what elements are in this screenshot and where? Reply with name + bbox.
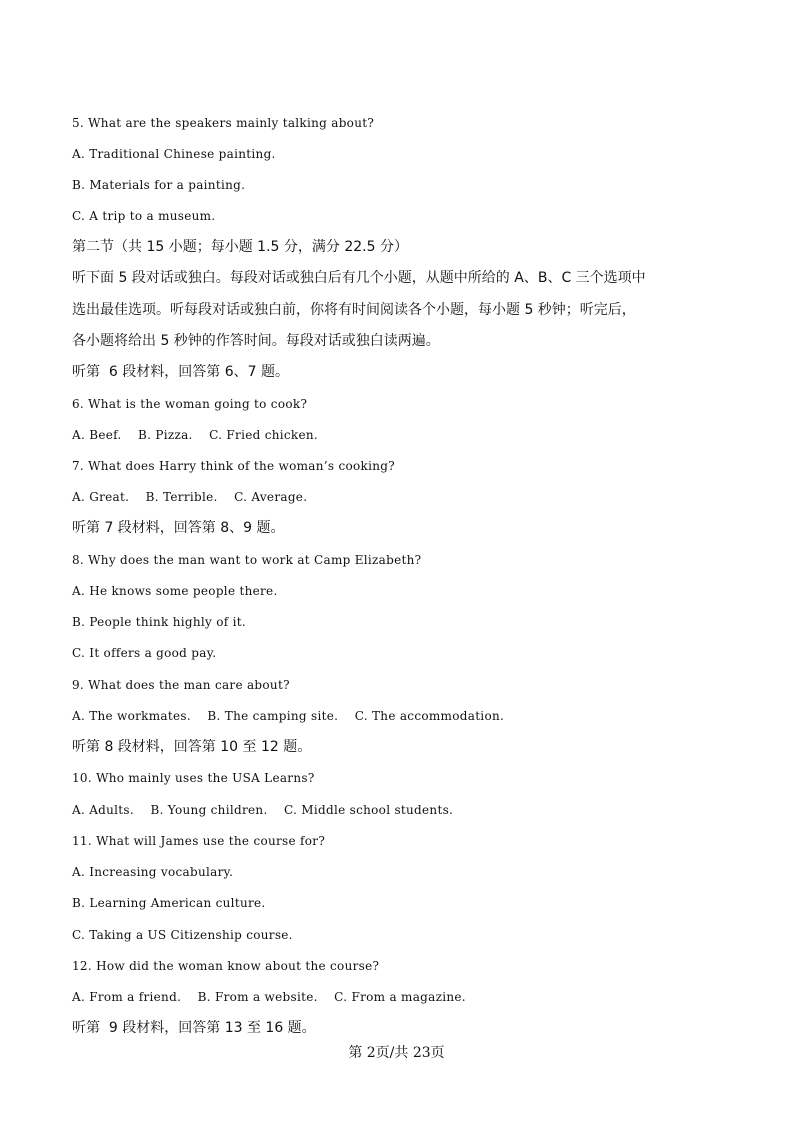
option-8b: B. People think highly of it. xyxy=(72,615,247,629)
option-5b: B. Materials for a painting. xyxy=(72,178,246,192)
option-5a: A. Traditional Chinese painting. xyxy=(72,147,276,161)
material-7-heading: 听第 7 段材料，回答第 8、9 题。 xyxy=(72,520,285,536)
question-12: 12. How did the woman know about the course? xyxy=(72,959,380,973)
options-12: A. From a friend. B. From a website. C. From a magazine. xyxy=(72,990,466,1004)
instructions-line-2: 选出最佳选项。听每段对话或独白前，你将有时间阅读各个小题，每小题 5 秒钟；听完后， xyxy=(72,302,636,318)
question-5: 5. What are the speakers mainly talking about? xyxy=(72,116,375,130)
material-9-heading: 听第 9 段材料，回答第 13 至 16 题。 xyxy=(72,1020,316,1036)
option-8c: C. It offers a good pay. xyxy=(72,646,217,660)
options-7: A. Great. B. Terrible. C. Average. xyxy=(72,490,308,504)
page-number-footer: 第 2页/共 23页 xyxy=(348,1045,445,1061)
question-7: 7. What does Harry think of the woman’s cooking? xyxy=(72,459,396,473)
question-9: 9. What does the man care about? xyxy=(72,678,290,692)
option-11c: C. Taking a US Citizenship course. xyxy=(72,928,293,942)
material-6-heading: 听第 6 段材料，回答第 6、7 题。 xyxy=(72,364,289,380)
question-10: 10. Who mainly uses the USA Learns? xyxy=(72,771,315,785)
question-11: 11. What will James use the course for? xyxy=(72,834,326,848)
section-2-heading: 第二节（共 15 小题；每小题 1.5 分，满分 22.5 分） xyxy=(72,239,408,255)
options-6: A. Beef. B. Pizza. C. Fried chicken. xyxy=(72,428,319,442)
material-8-heading: 听第 8 段材料，回答第 10 至 12 题。 xyxy=(72,739,312,755)
option-11b: B. Learning American culture. xyxy=(72,896,266,910)
option-11a: A. Increasing vocabulary. xyxy=(72,865,234,879)
options-10: A. Adults. B. Young children. C. Middle school students. xyxy=(72,803,454,817)
instructions-line-3: 各小题将给出 5 秒钟的作答时间。每段对话或独白读两遍。 xyxy=(72,333,440,349)
options-9: A. The workmates. B. The camping site. C. The accommodation. xyxy=(72,709,505,723)
question-8: 8. Why does the man want to work at Camp Elizabeth? xyxy=(72,553,422,567)
question-6: 6. What is the woman going to cook? xyxy=(72,397,308,411)
option-5c: C. A trip to a museum. xyxy=(72,209,216,223)
instructions-line-1: 听下面 5 段对话或独白。每段对话或独白后有几个小题，从题中所给的 A、B、C 三个选项中 xyxy=(72,270,646,286)
option-8a: A. He knows some people there. xyxy=(72,584,278,598)
